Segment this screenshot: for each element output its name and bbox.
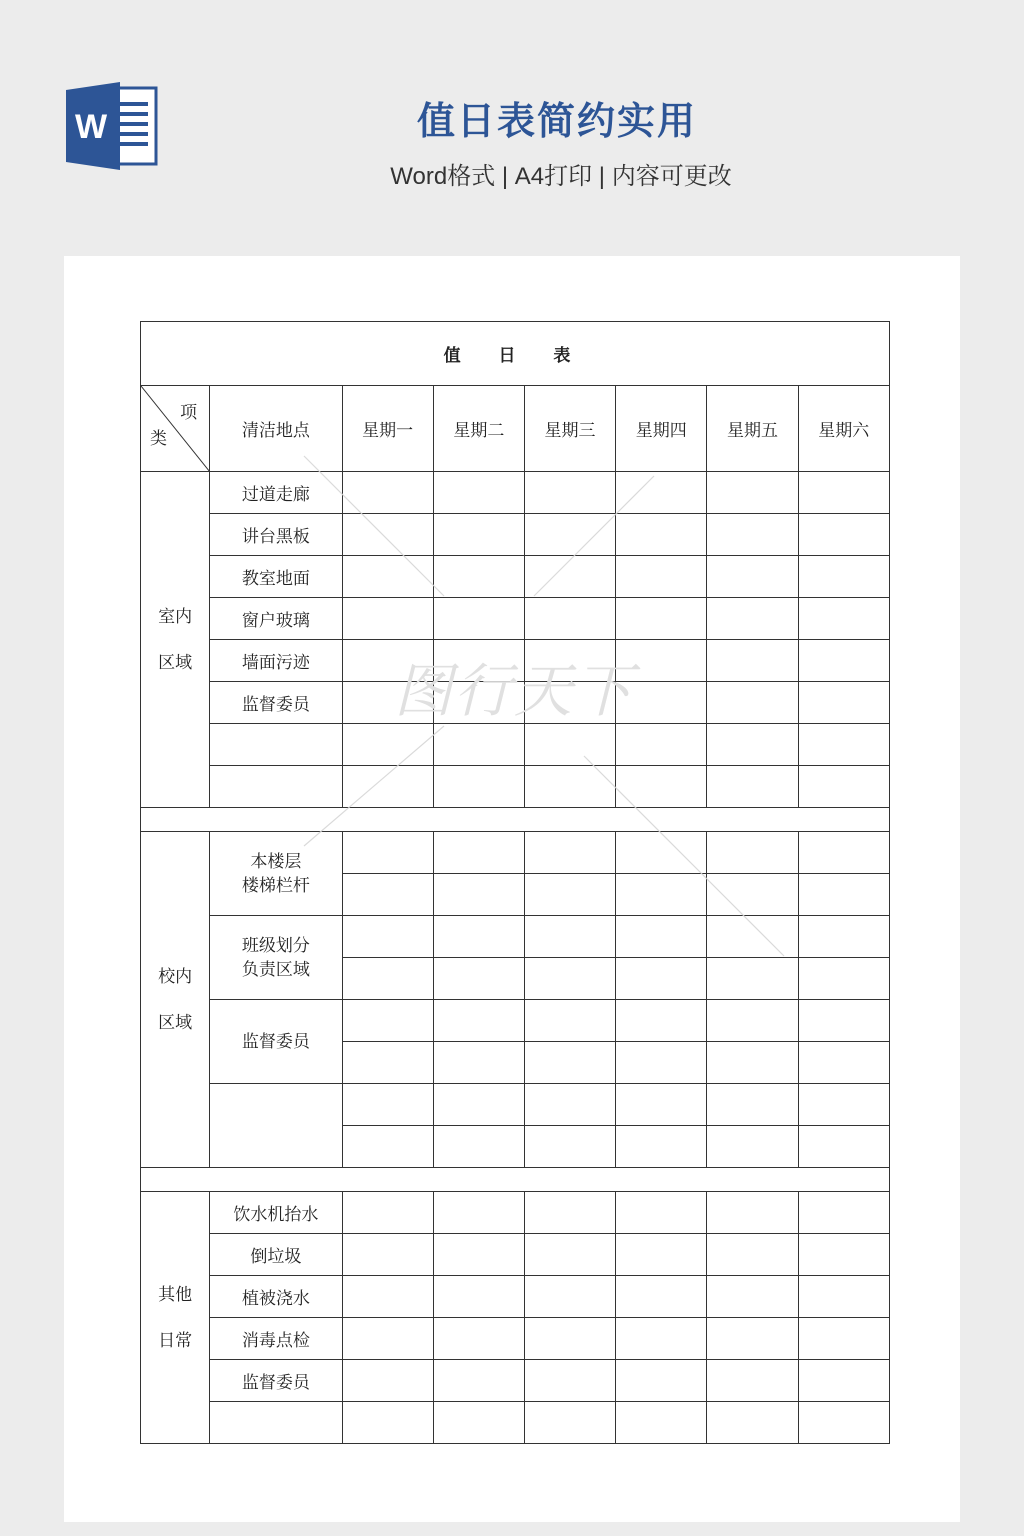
duty-cell[interactable] — [707, 724, 798, 766]
table-row — [141, 1192, 890, 1234]
duty-cell[interactable] — [798, 1084, 889, 1126]
duty-cell[interactable] — [798, 1402, 889, 1444]
location-cell: 班级划分 负责区域 — [210, 916, 342, 1000]
duty-cell[interactable] — [342, 1192, 433, 1234]
table-row — [141, 1276, 890, 1318]
svg-text:图: 图 — [394, 657, 453, 725]
table-row — [141, 598, 890, 640]
duty-cell[interactable] — [616, 832, 707, 874]
duty-cell[interactable] — [616, 1360, 707, 1402]
duty-cell[interactable] — [524, 598, 615, 640]
duty-cell[interactable] — [798, 1318, 889, 1360]
table-row — [141, 766, 890, 808]
duty-cell[interactable] — [616, 766, 707, 808]
table-row — [141, 916, 890, 958]
duty-cell[interactable] — [707, 1042, 798, 1084]
location-cell — [210, 724, 342, 766]
duty-cell[interactable] — [342, 1084, 433, 1126]
duty-cell[interactable] — [342, 514, 433, 556]
location-cell: 监督委员 — [210, 682, 342, 724]
duty-cell[interactable] — [616, 472, 707, 514]
table-row — [141, 682, 890, 724]
duty-cell[interactable] — [433, 766, 524, 808]
duty-cell[interactable] — [707, 598, 798, 640]
duty-cell[interactable] — [433, 682, 524, 724]
table-row — [141, 724, 890, 766]
duty-cell[interactable] — [524, 958, 615, 1000]
duty-cell[interactable] — [524, 766, 615, 808]
duty-cell[interactable] — [342, 1318, 433, 1360]
location-header: 清洁地点 — [210, 386, 342, 472]
duty-cell[interactable] — [798, 874, 889, 916]
duty-cell[interactable] — [524, 472, 615, 514]
duty-cell[interactable] — [342, 1126, 433, 1168]
duty-cell[interactable] — [524, 832, 615, 874]
duty-cell[interactable] — [433, 556, 524, 598]
duty-cell[interactable] — [433, 1126, 524, 1168]
duty-cell[interactable] — [433, 1318, 524, 1360]
duty-cell[interactable] — [707, 874, 798, 916]
duty-cell[interactable] — [524, 556, 615, 598]
duty-cell[interactable] — [707, 1000, 798, 1042]
svg-text:下: 下 — [574, 657, 633, 725]
duty-cell[interactable] — [342, 916, 433, 958]
duty-cell[interactable] — [616, 916, 707, 958]
duty-cell[interactable] — [616, 1318, 707, 1360]
day-header: 星期六 — [798, 386, 889, 472]
location-cell: 讲台黑板 — [210, 514, 342, 556]
duty-cell[interactable] — [616, 1000, 707, 1042]
duty-cell[interactable] — [433, 1192, 524, 1234]
duty-cell[interactable] — [798, 958, 889, 1000]
duty-cell[interactable] — [433, 1360, 524, 1402]
duty-cell[interactable] — [524, 724, 615, 766]
duty-cell[interactable] — [798, 1042, 889, 1084]
gap-cell — [141, 808, 890, 832]
duty-cell[interactable] — [342, 682, 433, 724]
location-cell: 本楼层 楼梯栏杆 — [210, 832, 342, 916]
table-row — [141, 1084, 890, 1126]
duty-cell[interactable] — [342, 1042, 433, 1084]
duty-cell[interactable] — [342, 1402, 433, 1444]
duty-cell[interactable] — [433, 1000, 524, 1042]
duty-cell[interactable] — [433, 640, 524, 682]
duty-cell[interactable] — [798, 832, 889, 874]
duty-cell[interactable] — [616, 1276, 707, 1318]
duty-cell[interactable] — [707, 1402, 798, 1444]
duty-cell[interactable] — [616, 1084, 707, 1126]
duty-cell[interactable] — [433, 724, 524, 766]
location-cell: 窗户玻璃 — [210, 598, 342, 640]
duty-cell[interactable] — [798, 766, 889, 808]
duty-cell[interactable] — [433, 1276, 524, 1318]
duty-cell[interactable] — [342, 1000, 433, 1042]
duty-cell[interactable] — [798, 1360, 889, 1402]
duty-cell[interactable] — [524, 1042, 615, 1084]
duty-cell[interactable] — [524, 1402, 615, 1444]
duty-cell[interactable] — [798, 514, 889, 556]
duty-cell[interactable] — [616, 874, 707, 916]
duty-cell[interactable] — [798, 640, 889, 682]
duty-cell[interactable] — [707, 682, 798, 724]
duty-cell[interactable] — [798, 472, 889, 514]
duty-cell[interactable] — [342, 598, 433, 640]
section-gap — [141, 1168, 890, 1192]
table-row — [141, 1000, 890, 1042]
corner-label-item: 项 — [180, 403, 198, 423]
duty-cell[interactable] — [616, 598, 707, 640]
duty-cell[interactable] — [798, 1126, 889, 1168]
duty-cell[interactable] — [707, 832, 798, 874]
duty-cell[interactable] — [342, 1360, 433, 1402]
location-cell: 教室地面 — [210, 556, 342, 598]
duty-cell[interactable] — [524, 1234, 615, 1276]
duty-table — [140, 321, 890, 1444]
zone-other: 其他 日常 — [141, 1192, 210, 1444]
location-cell: 过道走廊 — [210, 472, 342, 514]
location-cell: 监督委员 — [210, 1000, 342, 1084]
location-cell: 墙面污迹 — [210, 640, 342, 682]
duty-cell[interactable] — [524, 640, 615, 682]
table-row — [141, 1234, 890, 1276]
corner-label-category: 类 — [150, 429, 167, 449]
header-row — [141, 386, 890, 472]
location-cell: 倒垃圾 — [210, 1234, 342, 1276]
zone-indoor: 室内 区域 — [141, 472, 210, 808]
duty-cell[interactable] — [342, 1276, 433, 1318]
document-page — [64, 256, 960, 1522]
table-title: 值 日 表 — [141, 322, 890, 386]
duty-cell[interactable] — [798, 1192, 889, 1234]
duty-cell[interactable] — [524, 682, 615, 724]
duty-cell[interactable] — [616, 1192, 707, 1234]
duty-cell[interactable] — [798, 1276, 889, 1318]
duty-cell[interactable] — [524, 916, 615, 958]
gap-cell — [141, 1168, 890, 1192]
duty-cell[interactable] — [616, 1402, 707, 1444]
table-row — [141, 832, 890, 874]
duty-cell[interactable] — [707, 766, 798, 808]
table-row — [141, 556, 890, 598]
duty-cell[interactable] — [707, 1234, 798, 1276]
duty-cell[interactable] — [616, 958, 707, 1000]
duty-cell[interactable] — [524, 1126, 615, 1168]
table-row — [141, 1360, 890, 1402]
duty-cell[interactable] — [433, 1042, 524, 1084]
duty-cell[interactable] — [524, 1276, 615, 1318]
duty-cell[interactable] — [433, 1234, 524, 1276]
svg-text:W: W — [74, 108, 108, 146]
duty-cell[interactable] — [707, 640, 798, 682]
duty-cell[interactable] — [798, 916, 889, 958]
duty-cell[interactable] — [342, 874, 433, 916]
duty-cell[interactable] — [616, 640, 707, 682]
duty-cell[interactable] — [342, 556, 433, 598]
day-header: 星期一 — [342, 386, 433, 472]
location-cell: 消毒点检 — [210, 1318, 342, 1360]
duty-cell[interactable] — [616, 1042, 707, 1084]
zone-campus: 校内 区域 — [141, 832, 210, 1168]
table-row — [141, 640, 890, 682]
duty-cell[interactable] — [707, 916, 798, 958]
duty-cell[interactable] — [707, 1192, 798, 1234]
duty-cell[interactable] — [524, 1084, 615, 1126]
duty-cell[interactable] — [707, 1276, 798, 1318]
duty-cell[interactable] — [524, 874, 615, 916]
table-row — [141, 1402, 890, 1444]
corner-cell — [141, 386, 210, 472]
duty-cell[interactable] — [707, 1318, 798, 1360]
duty-cell[interactable] — [433, 916, 524, 958]
location-cell: 饮水机抬水 — [210, 1192, 342, 1234]
table-row — [141, 472, 890, 514]
duty-cell[interactable] — [798, 682, 889, 724]
duty-cell[interactable] — [342, 832, 433, 874]
duty-cell[interactable] — [433, 472, 524, 514]
section-gap — [141, 808, 890, 832]
duty-cell[interactable] — [433, 958, 524, 1000]
duty-cell[interactable] — [524, 1360, 615, 1402]
duty-cell[interactable] — [524, 514, 615, 556]
duty-cell[interactable] — [707, 472, 798, 514]
duty-cell[interactable] — [616, 514, 707, 556]
banner-subtitle: Word格式 | A4打印 | 内容可更改 — [390, 163, 732, 190]
banner — [0, 0, 1024, 250]
duty-cell[interactable] — [798, 598, 889, 640]
location-cell — [210, 1084, 342, 1168]
duty-cell[interactable] — [707, 556, 798, 598]
duty-cell[interactable] — [707, 1084, 798, 1126]
duty-cell[interactable] — [342, 766, 433, 808]
duty-cell[interactable] — [707, 514, 798, 556]
duty-cell[interactable] — [524, 1192, 615, 1234]
duty-cell[interactable] — [707, 1360, 798, 1402]
location-cell — [210, 1402, 342, 1444]
duty-cell[interactable] — [342, 1234, 433, 1276]
duty-cell[interactable] — [342, 472, 433, 514]
duty-cell[interactable] — [342, 958, 433, 1000]
duty-cell[interactable] — [798, 1234, 889, 1276]
duty-cell[interactable] — [433, 514, 524, 556]
duty-cell[interactable] — [524, 1000, 615, 1042]
duty-cell[interactable] — [798, 556, 889, 598]
duty-cell[interactable] — [798, 1000, 889, 1042]
duty-cell[interactable] — [342, 724, 433, 766]
svg-text:行: 行 — [454, 657, 513, 725]
duty-cell[interactable] — [433, 1084, 524, 1126]
duty-cell[interactable] — [433, 598, 524, 640]
duty-cell[interactable] — [707, 958, 798, 1000]
duty-cell[interactable] — [616, 1126, 707, 1168]
title-row — [141, 322, 890, 386]
location-cell: 监督委员 — [210, 1360, 342, 1402]
duty-cell[interactable] — [433, 832, 524, 874]
location-cell — [210, 766, 342, 808]
duty-cell[interactable] — [616, 1234, 707, 1276]
duty-cell[interactable] — [342, 640, 433, 682]
duty-cell[interactable] — [524, 1318, 615, 1360]
duty-cell[interactable] — [798, 724, 889, 766]
duty-cell[interactable] — [433, 1402, 524, 1444]
duty-cell[interactable] — [616, 724, 707, 766]
day-header: 星期五 — [707, 386, 798, 472]
duty-cell[interactable] — [707, 1126, 798, 1168]
day-header: 星期二 — [433, 386, 524, 472]
table-row — [141, 514, 890, 556]
svg-text:天: 天 — [514, 657, 573, 725]
day-header: 星期三 — [524, 386, 615, 472]
day-header: 星期四 — [616, 386, 707, 472]
duty-cell[interactable] — [616, 556, 707, 598]
duty-cell[interactable] — [616, 682, 707, 724]
location-cell: 植被浇水 — [210, 1276, 342, 1318]
table-row — [141, 1318, 890, 1360]
banner-title: 值日表简约实用 — [416, 101, 697, 143]
duty-cell[interactable] — [433, 874, 524, 916]
